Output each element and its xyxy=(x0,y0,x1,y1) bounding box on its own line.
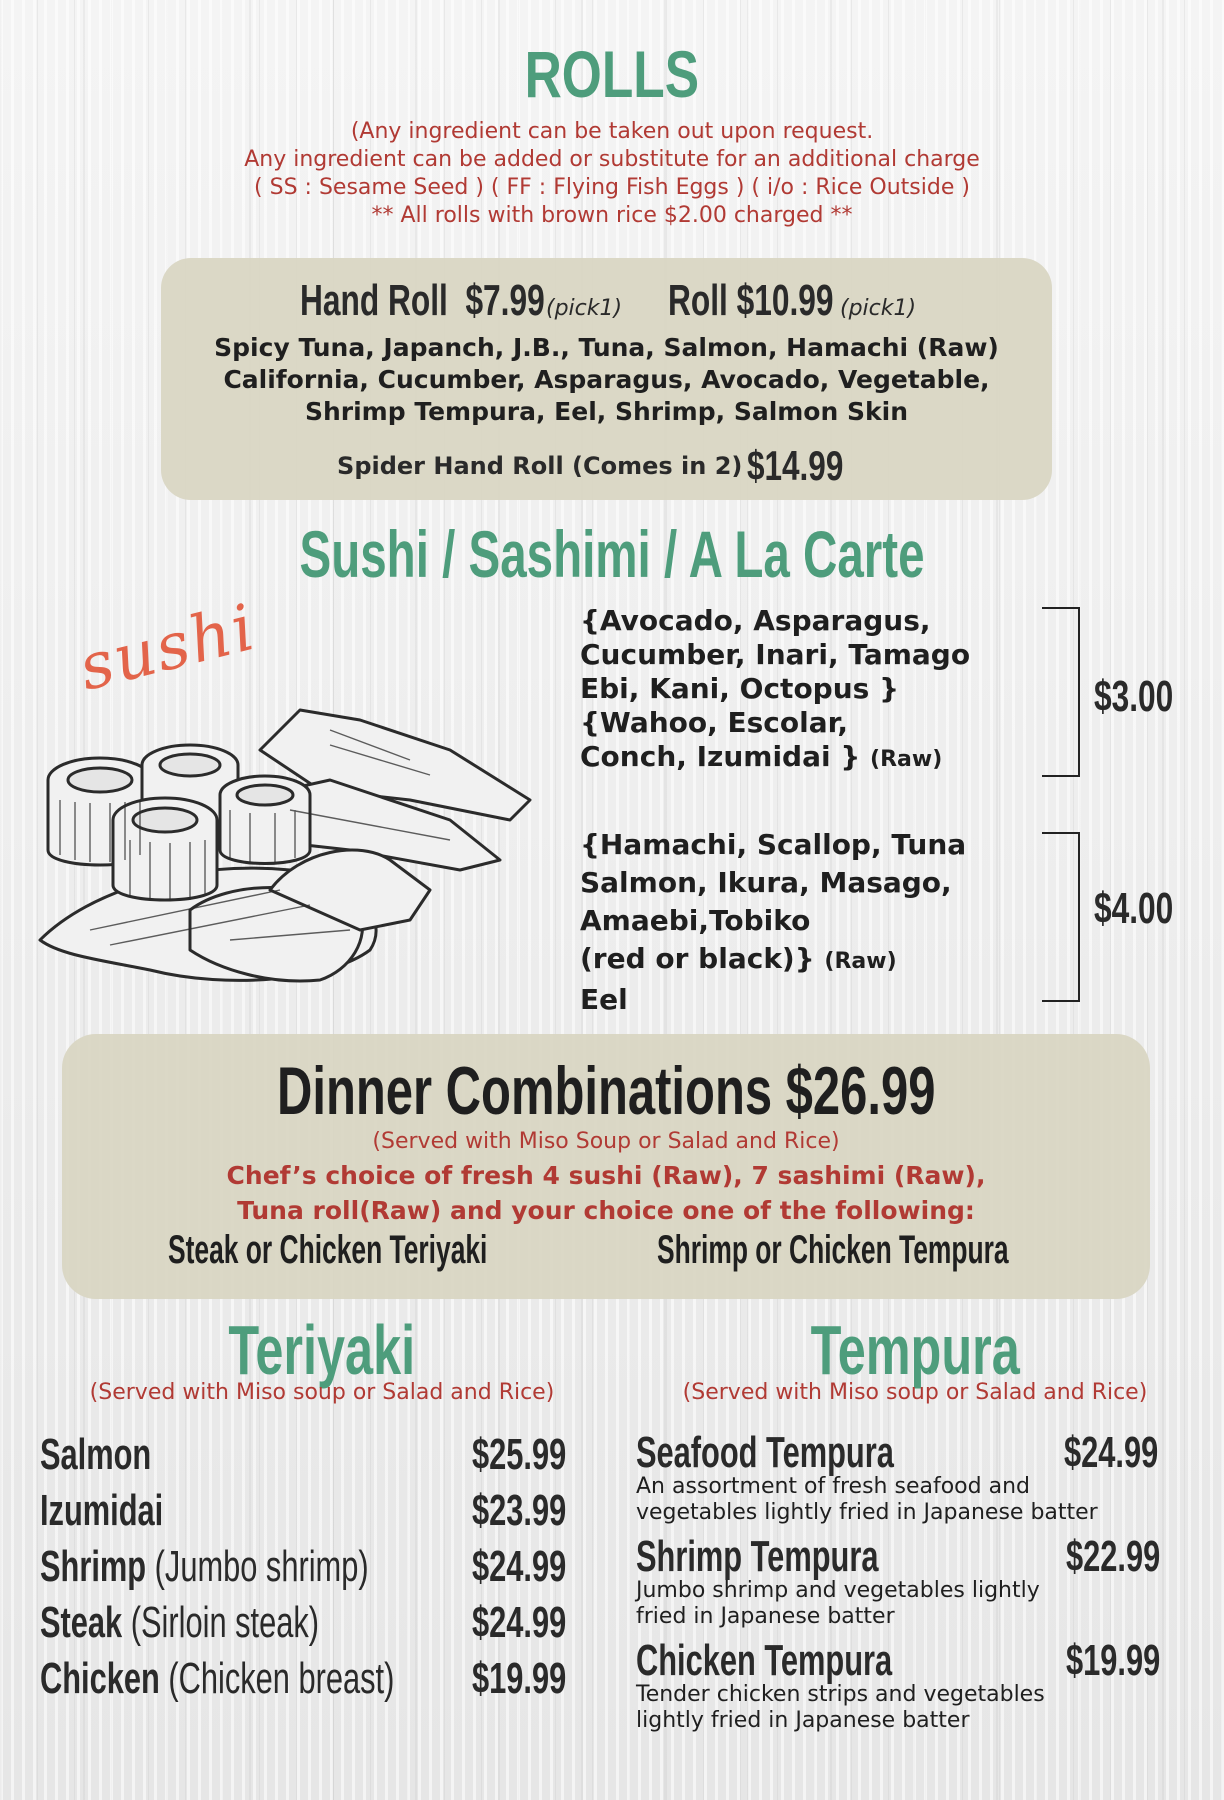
tempura-item xyxy=(636,1636,1176,1740)
tempura-item xyxy=(636,1532,1176,1636)
sushi-item-line: Cucumber, Inari, Tamago xyxy=(580,638,971,671)
raw-label: (Raw) xyxy=(824,949,897,974)
item-price: $24.99 xyxy=(472,1598,567,1647)
teriyaki-item xyxy=(40,1654,580,1710)
dinner-choice-1: Steak or Chicken Teriyaki xyxy=(168,1228,488,1272)
sushi-illustration xyxy=(30,690,590,990)
sushi-item-line xyxy=(580,740,980,777)
sushi-group-1 xyxy=(580,604,980,777)
dinner-title: Dinner Combinations $26.99 xyxy=(276,1053,936,1129)
price-bracket-1 xyxy=(1042,607,1080,777)
spider-label: Spider Hand Roll (Comes in 2) xyxy=(337,452,743,480)
item-price: $24.99 xyxy=(1064,1428,1159,1477)
tempura-item xyxy=(636,1428,1176,1532)
item-description: Jumbo shrimp and vegetables lightly xyxy=(636,1578,1040,1603)
item-name: Salmon xyxy=(40,1430,152,1479)
price-bracket-2 xyxy=(1042,832,1080,1002)
item-price: $23.99 xyxy=(472,1486,567,1535)
item-detail: (Chicken breast) xyxy=(168,1654,395,1703)
item-price: $19.99 xyxy=(1066,1636,1161,1685)
tempura-title: Tempura xyxy=(810,1311,1020,1389)
roll-label: Roll xyxy=(668,276,728,325)
teriyaki-item xyxy=(40,1598,580,1654)
sushi-item-line: Ebi, Kani, Octopus } xyxy=(580,672,900,705)
spider-price: $14.99 xyxy=(747,442,844,489)
sushi-item-text: Conch, Izumidai } xyxy=(580,740,861,773)
rolls-note-line: Any ingredient can be added or substitute for an additional charge xyxy=(244,147,980,172)
rolls-option-line: California, Cucumber, Asparagus, Avocado, Vegetable, xyxy=(223,365,990,394)
item-price: $24.99 xyxy=(472,1542,567,1591)
dinner-line-2: Tuna roll(Raw) and your choice one of the following: xyxy=(237,1196,975,1225)
roll-price: $10.99 xyxy=(736,276,834,325)
item-description: Tender chicken strips and vegetables xyxy=(636,1682,1045,1707)
item-name: Chicken xyxy=(40,1654,160,1703)
item-price: $19.99 xyxy=(472,1654,567,1703)
teriyaki-served: (Served with Miso soup or Salad and Rice) xyxy=(89,1380,555,1405)
tempura-served: (Served with Miso soup or Salad and Rice) xyxy=(682,1380,1148,1405)
item-name: Shrimp Tempura xyxy=(636,1532,879,1581)
rolls-options xyxy=(161,332,1052,428)
sushi-item-line: Salmon, Ikura, Masago, xyxy=(580,866,952,899)
roll-pick: (pick1) xyxy=(840,296,917,321)
rolls-price-line xyxy=(300,276,1000,332)
item-name: Steak xyxy=(40,1598,123,1647)
sushi-group-2 xyxy=(580,826,980,1019)
item-price: $22.99 xyxy=(1066,1532,1161,1581)
rolls-option-line: Spicy Tuna, Japanch, J.B., Tuna, Salmon, Hamachi (Raw) xyxy=(214,333,999,362)
item-description: An assortment of fresh seafood and xyxy=(636,1474,1030,1499)
hand-roll-pick: (pick1) xyxy=(546,296,623,321)
item-name: Seafood Tempura xyxy=(636,1428,894,1477)
teriyaki-item xyxy=(40,1430,580,1486)
item-detail: (Sirloin steak) xyxy=(130,1598,320,1647)
sushi-group-1-price: $3.00 xyxy=(1094,672,1174,721)
hand-roll-price: $7.99 xyxy=(465,276,545,325)
dinner-line-1: Chef’s choice of fresh 4 sushi (Raw), 7 sashimi (Raw), xyxy=(226,1161,986,1190)
sushi-item-line: {Avocado, Asparagus, xyxy=(580,604,931,637)
item-name: Shrimp xyxy=(40,1542,147,1591)
rolls-option-line: Shrimp Tempura, Eel, Shrimp, Salmon Skin xyxy=(304,397,908,426)
rolls-note-line: ** All rolls with brown rice $2.00 charged ** xyxy=(371,203,853,228)
teriyaki-title: Teriyaki xyxy=(228,1311,416,1389)
sushi-title: Sushi / Sashimi / A La Carte xyxy=(299,517,925,591)
raw-label: (Raw) xyxy=(870,747,943,772)
teriyaki-list xyxy=(40,1430,580,1710)
sushi-item-line: Amaebi,Tobiko xyxy=(580,904,811,937)
dinner-choice-2: Shrimp or Chicken Tempura xyxy=(657,1228,1009,1272)
item-description: fried in Japanese batter xyxy=(636,1604,895,1629)
tempura-list xyxy=(636,1428,1176,1740)
item-name: Izumidai xyxy=(40,1486,164,1535)
dinner-served: (Served with Miso Soup or Salad and Rice) xyxy=(372,1129,840,1154)
sushi-script-word: sushi xyxy=(72,590,264,706)
item-price: $25.99 xyxy=(472,1430,567,1479)
sushi-item-line: Eel xyxy=(580,983,628,1016)
teriyaki-item xyxy=(40,1542,580,1598)
sushi-item-line: {Hamachi, Scallop, Tuna xyxy=(580,828,967,861)
rolls-note-line: ( SS : Sesame Seed ) ( FF : Flying Fish Eggs ) ( i/o : Rice Outside ) xyxy=(254,175,970,200)
rolls-title: ROLLS xyxy=(524,37,700,111)
rolls-notes xyxy=(100,118,1124,230)
sushi-item-line: {Wahoo, Escolar, xyxy=(580,706,848,739)
item-description: vegetables lightly fried in Japanese batter xyxy=(636,1500,1098,1525)
item-detail: (Jumbo shrimp) xyxy=(154,1542,369,1591)
item-name: Chicken Tempura xyxy=(636,1636,893,1685)
sushi-group-2-price: $4.00 xyxy=(1094,884,1174,933)
rolls-note-line: (Any ingredient can be taken out upon request. xyxy=(350,119,874,144)
teriyaki-item xyxy=(40,1486,580,1542)
sushi-item-line xyxy=(580,940,980,981)
hand-roll-label: Hand Roll xyxy=(300,276,448,325)
sushi-item-text: (red or black)} xyxy=(580,942,815,975)
item-description: lightly fried in Japanese batter xyxy=(636,1708,970,1733)
spider-hand-roll xyxy=(161,442,1052,490)
dinner-details xyxy=(62,1128,1150,1228)
